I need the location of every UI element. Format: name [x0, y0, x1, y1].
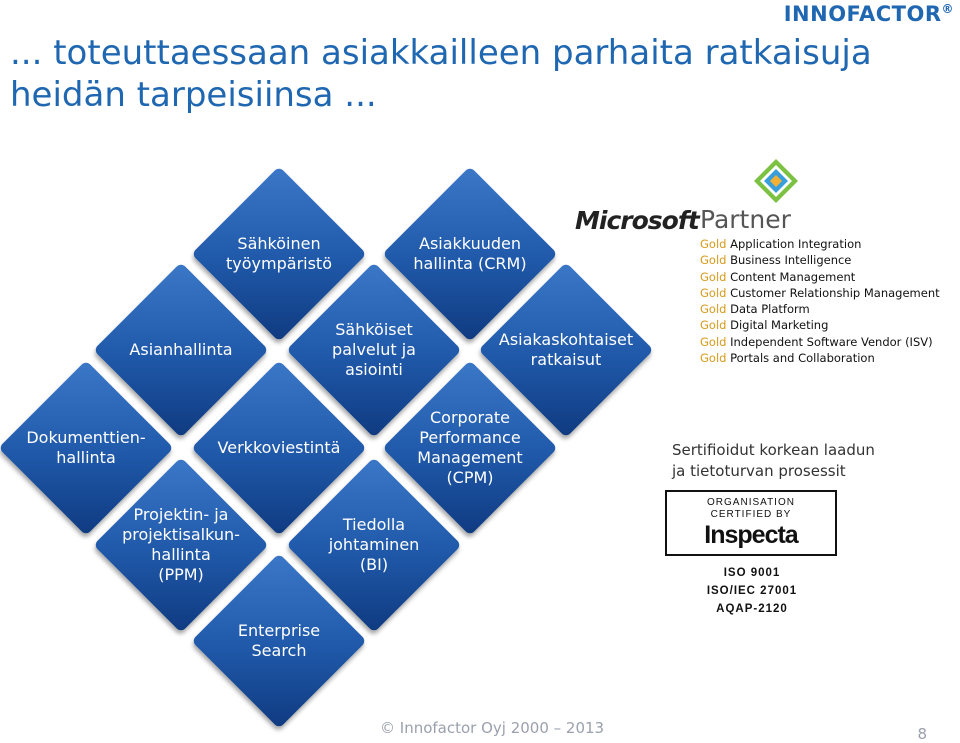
list-item: Gold Content Management: [700, 269, 856, 284]
tile-label-bi: Tiedolla johtaminen (BI): [328, 515, 420, 574]
microsoft-wordmark: Microsoft: [575, 206, 699, 235]
list-item: Gold Business Intelligence: [700, 253, 852, 268]
tile-label-dokumentinhallinta: Dokumenttien- hallinta: [26, 428, 146, 467]
partner-label: Partner: [700, 205, 791, 234]
list-item: Gold Independent Software Vendor (ISV): [700, 334, 933, 349]
tile-label-asianhallinta: Asianhallinta: [129, 340, 233, 359]
standard-iso-9001: ISO 9001: [723, 567, 781, 579]
list-item: Gold Customer Relationship Management: [700, 285, 940, 300]
page-title: [10, 32, 950, 116]
certification-heading: Sertifioidut korkean laadun ja tietoturvan prosessit: [672, 441, 875, 480]
standard-iso-iec-27001: ISO/IEC 27001: [706, 585, 798, 597]
title-line-1: ... toteuttaessaan asiakkailleen parhaita ratkaisuja: [10, 33, 872, 73]
tile-label-asiakaskohtaiset-ratkaisut: Asiakaskohtaiset ratkaisut: [498, 330, 634, 369]
tile-label-sahkoiset-palvelut: Sähköiset palvelut ja asiointi: [332, 320, 416, 379]
standard-aqap-2120: AQAP-2120: [716, 603, 788, 615]
list-item: Gold Data Platform: [700, 302, 810, 317]
inspecta-logo: Inspecta: [704, 521, 798, 549]
tile-label-verkkoviestinta: Verkkoviestintä: [217, 438, 341, 457]
list-item: Gold Application Integration: [700, 237, 862, 251]
list-item: Gold Digital Marketing: [700, 318, 829, 333]
cert-line-2: CERTIFIED BY: [710, 509, 792, 520]
tile-label-ppm: Projektin- ja projektisalkun- hallinta (PPM): [122, 505, 240, 584]
tile-label-cpm: Corporate Performance Management (CPM): [417, 408, 523, 487]
inspecta-certification-box: [665, 490, 837, 556]
gold-competency-list: [700, 236, 940, 366]
page-number: 8: [917, 725, 927, 743]
cert-line-1: ORGANISATION: [707, 497, 795, 508]
list-item: Gold Portals and Collaboration: [700, 351, 875, 366]
innofactor-logo: INNOFACTOR®: [783, 2, 954, 26]
tile-label-enterprise-search: Enterprise Search: [237, 621, 321, 660]
title-line-2: heidän tarpeisiinsa ...: [10, 75, 377, 115]
footer-copyright: © Innofactor Oyj 2000 – 2013: [380, 719, 605, 737]
tile-label-crm: Asiakkuuden hallinta (CRM): [413, 234, 527, 273]
tile-label-sahkoinen-tyoymparisto: Sähköinen työympäristö: [226, 234, 332, 273]
partner-emblem-icon: [752, 157, 800, 205]
